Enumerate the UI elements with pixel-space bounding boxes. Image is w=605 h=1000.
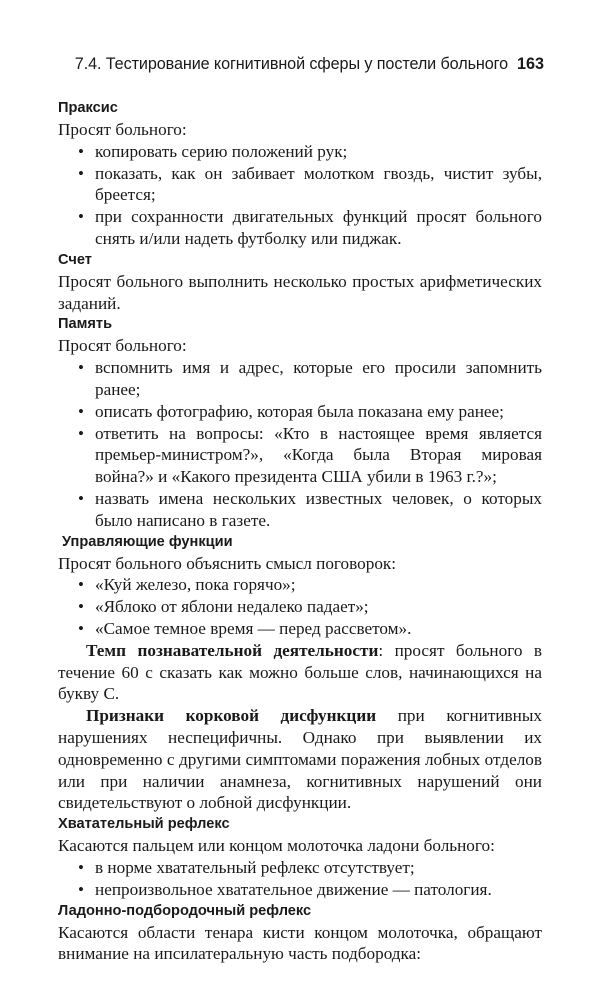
list-item: • при сохранности двигательных функций просят больного снять и/или надеть футболку или пиджак.	[78, 207, 542, 248]
bullet-icon: •	[78, 207, 84, 227]
section-heading-count: Счет	[58, 251, 92, 268]
tempo-term: Темп познавательной деятельности	[86, 640, 379, 660]
palmomental-text: Касаются области тенара кисти концом молоточка, обращают внимание на ипсилатеральную часть подбородка:	[58, 922, 542, 964]
list-item: • «Самое темное время — перед рассветом».	[78, 618, 412, 638]
section-heading-praxis: Праксис	[58, 100, 118, 116]
list-item: • «Яблоко от яблони недалеко падает»;	[78, 597, 369, 617]
bullet-icon: •	[78, 857, 84, 877]
bullet-icon: •	[78, 575, 84, 595]
bullet-icon: •	[78, 597, 84, 617]
grasp-intro: Касаются пальцем или концом молоточка ладони больного:	[58, 836, 495, 856]
bullet-icon: •	[78, 423, 84, 443]
bullet-icon: •	[78, 163, 84, 183]
count-text: Просят больного выполнить несколько простых арифметических заданий.	[58, 271, 542, 313]
executive-list	[58, 574, 542, 639]
page-body	[58, 98, 542, 965]
section-heading-grasp: Хватательный рефлекс	[58, 816, 230, 833]
section-heading-memory: Память	[58, 316, 113, 333]
praxis-intro: Просят больного:	[58, 120, 187, 139]
page-number: 163	[516, 55, 544, 73]
bullet-icon: •	[78, 488, 84, 508]
book-page	[58, 52, 544, 964]
section-heading-palmomental: Ладонно-подбородочный рефлекс	[58, 902, 312, 919]
bullet-icon: •	[78, 358, 84, 378]
running-title: 7.4. Тестирование когнитивной сферы у постели больного	[74, 55, 508, 73]
list-item: • назвать имена нескольких известных человек, о которых было написано в газете.	[78, 488, 542, 530]
list-item: • копировать серию положений рук;	[78, 141, 348, 161]
executive-intro: Просят больного объяснить смысл поговорок:	[58, 553, 397, 573]
bullet-icon: •	[78, 879, 84, 899]
list-item: • вспомнить имя и адрес, которые его просили запомнить ранее;	[78, 358, 542, 399]
list-item: • ответить на вопросы: «Кто в настоящее время является премьер-министром?», «Когда была Вторая мировая война?» и «Какого президента США убили в 1963 г.?»;	[78, 423, 542, 487]
list-item: • описать фотографию, которая была показана ему ранее;	[78, 401, 504, 421]
memory-intro: Просят больного:	[58, 336, 187, 356]
bullet-icon: •	[78, 141, 84, 161]
list-item: • показать, как он забивает молотком гвоздь, чистит зубы, бреется;	[78, 163, 542, 205]
running-header	[58, 52, 542, 80]
list-item: • «Куй железо, пока горячо»;	[78, 575, 296, 595]
cortical-term: Признаки корковой дисфункции	[86, 706, 377, 726]
grasp-list	[58, 857, 542, 901]
tempo-paragraph	[58, 640, 542, 705]
tempo-text: : просят больного в течение 60 с сказать как можно больше слов, начинающихся на букву С.	[58, 640, 542, 704]
praxis-list	[58, 141, 542, 250]
list-item: • непроизвольное хватательное движение — патология.	[78, 879, 492, 899]
cortical-text: при когнитивных нарушениях неспецифичны. Однако при выявлении их одновременно с другими симптомами поражения лобных отделов или при наличии анамнеза, когнитивных нарушений они свидетельствуют о лобной дисфункции.	[58, 706, 542, 813]
bullet-icon: •	[78, 401, 84, 421]
cortical-paragraph	[58, 705, 542, 814]
list-item: • в норме хватательный рефлекс отсутствует;	[78, 857, 415, 877]
section-heading-executive: Управляющие функции	[62, 533, 233, 550]
memory-list	[58, 357, 542, 531]
bullet-icon: •	[78, 618, 84, 638]
